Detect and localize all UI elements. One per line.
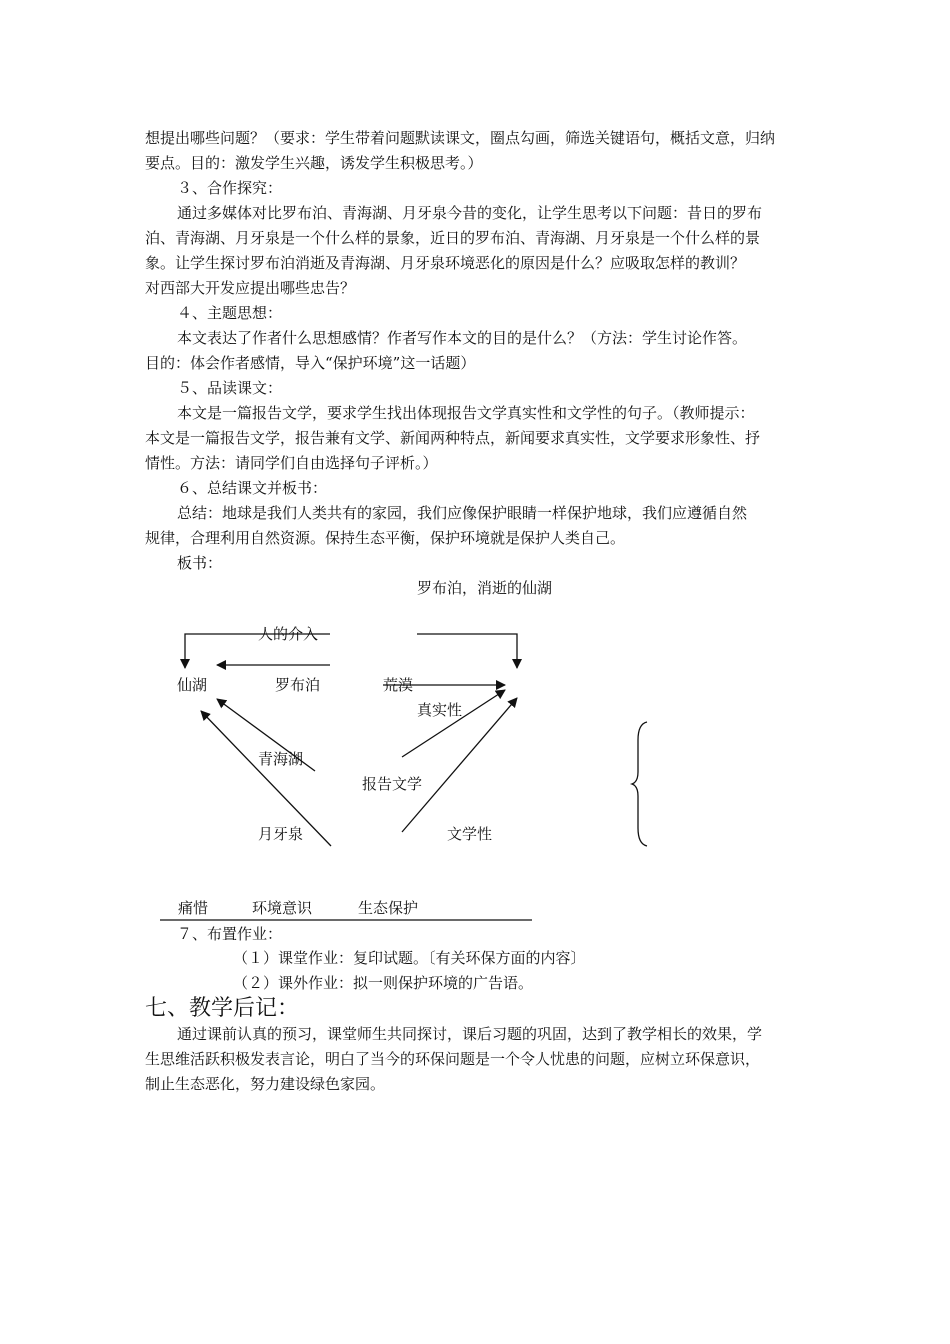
paragraph-line: 对西部大开发应提出哪些忠告？ (145, 279, 356, 297)
tongxi-label: 痛惜 (178, 899, 209, 917)
paragraph-line: 本文是一篇报告文学，报告兼有文学、新闻两种特点，新闻要求真实性，文学要求形象性、抒 (145, 429, 761, 447)
paragraph-line: 想提出哪些问题？（要求：学生带着问题默读课文，圈点勾画，筛选关键语句，概括文意，归纳 (145, 129, 776, 147)
paragraph-line: 本文表达了作者什么思想感情？作者写作本文的目的是什么？（方法：学生讨论作答。 (177, 329, 748, 347)
board-title: 罗布泊，消逝的仙湖 (417, 579, 553, 597)
right-bracket-arrow (417, 634, 517, 668)
homework-item: （２）课外作业：拟一则保护环境的广告语。 (233, 974, 534, 992)
paragraph-line: 要点。目的：激发学生兴趣，诱发学生积极思考。） (145, 154, 483, 172)
human-intervention-label: 人的介入 (258, 625, 319, 643)
paragraph-line: 总结：地球是我们人类共有的家园，我们应像保护眼睛一样保护地球，我们应遵循自然 (177, 504, 748, 522)
wenxuexing-label: 文学性 (447, 825, 493, 843)
shengtai-baohu-label: 生态保护 (358, 899, 419, 917)
paragraph-line: 目的：体会作者感情，导入“保护环境”这一话题） (145, 354, 476, 372)
paragraph-line: 本文是一篇报告文学，要求学生找出体现报告文学真实性和文学性的句子。（教师提示： (177, 404, 755, 422)
section-heading-5: ５、品读课文： (177, 379, 283, 397)
paragraph-line: 规律，合理利用自然资源。保持生态平衡，保护环境就是保护人类自己。 (145, 529, 626, 547)
paragraph-line: 情性。方法：请同学们自由选择句子评析。） (145, 454, 438, 472)
paragraph-line: 象。让学生探讨罗布泊消逝及青海湖、月牙泉环境恶化的原因是什么？应吸取怎样的教训？ (145, 254, 746, 272)
luobupo-label: 罗布泊 (275, 676, 321, 694)
paragraph-line: 泊、青海湖、月牙泉是一个什么样的景象，近日的罗布泊、青海湖、月牙泉是一个什么样的景 (145, 229, 761, 247)
huanjing-yishi-label: 环境意识 (252, 899, 313, 917)
paragraph-line: 通过多媒体对比罗布泊、青海湖、月牙泉今昔的变化，让学生思考以下问题：昔日的罗布 (177, 204, 763, 222)
baogao-wenxue-label: 报告文学 (362, 775, 423, 793)
board-label: 板书： (177, 554, 223, 572)
section-heading-4: ４、主题思想： (177, 304, 283, 322)
curly-brace (632, 722, 647, 846)
paragraph-line: 制止生态恶化，努力建设绿色家园。 (145, 1075, 386, 1093)
section-heading-6: ６、总结课文并板书： (177, 479, 328, 497)
qinghaihu-label: 青海湖 (258, 750, 304, 768)
section-heading-7: ７、布置作业： (177, 925, 283, 943)
homework-item: （１）课堂作业：复印试题。〔有关环保方面的内容〕 (233, 949, 586, 967)
section-heading-3: ３、合作探究： (177, 179, 283, 197)
huangmo-label: 荒漠 (383, 676, 414, 694)
paragraph-line: 生思维活跃积极发表言论，明白了当今的环保问题是一个令人忧患的问题，应树立环保意识， (145, 1050, 761, 1068)
zhenshixing-label: 真实性 (417, 701, 463, 719)
paragraph-line: 通过课前认真的预习，课堂师生共同探讨，课后习题的巩固，达到了教学相长的效果，学 (177, 1025, 763, 1043)
afterword-heading: 七、教学后记： (145, 996, 300, 1021)
yueyaquan-label: 月牙泉 (258, 825, 304, 843)
xianhu-label: 仙湖 (177, 676, 208, 694)
